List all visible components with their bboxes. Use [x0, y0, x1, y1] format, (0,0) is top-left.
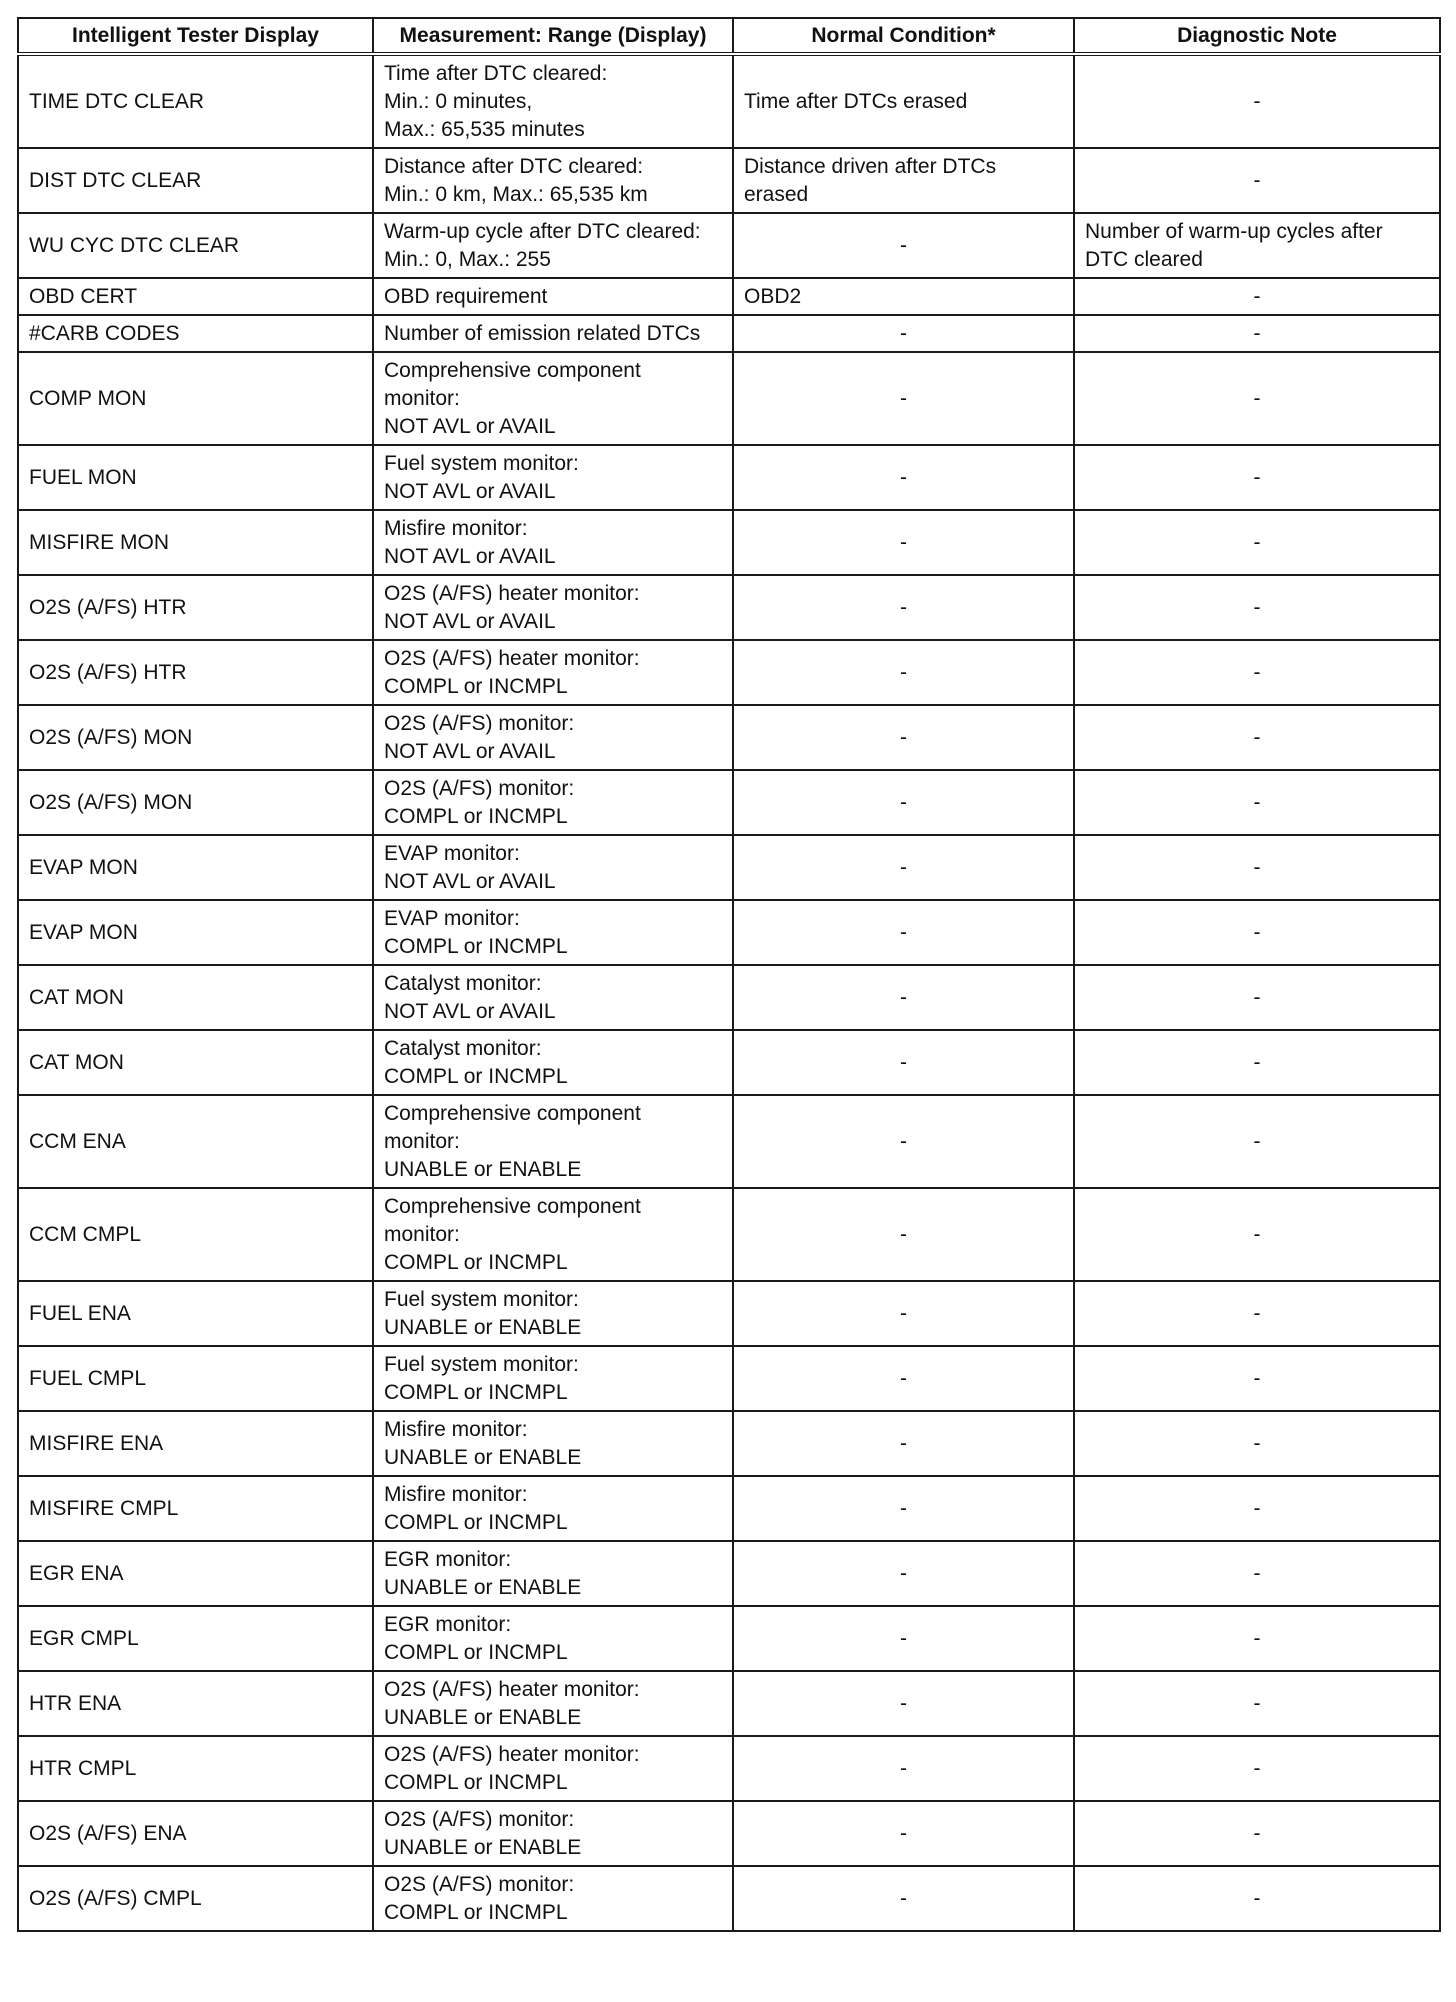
- cell-diagnostic-note: -: [1074, 1736, 1440, 1801]
- cell-tester-display: O2S (A/FS) HTR: [18, 640, 373, 705]
- cell-diagnostic-note: -: [1074, 1606, 1440, 1671]
- table-header-row: [18, 18, 1440, 54]
- cell-diagnostic-note: -: [1074, 1188, 1440, 1281]
- header-normal-condition: Normal Condition*: [733, 18, 1074, 54]
- cell-measurement-range: Time after DTC cleared: Min.: 0 minutes, Max.: 65,535 minutes: [373, 54, 733, 148]
- cell-normal-condition: -: [733, 315, 1074, 352]
- table-row: [18, 1411, 1440, 1476]
- table-row: [18, 1188, 1440, 1281]
- cell-normal-condition: -: [733, 1801, 1074, 1866]
- table-row: [18, 835, 1440, 900]
- cell-measurement-range: Misfire monitor: COMPL or INCMPL: [373, 1476, 733, 1541]
- table-body: [18, 54, 1440, 1931]
- table-row: [18, 1606, 1440, 1671]
- cell-normal-condition: Distance driven after DTCs erased: [733, 148, 1074, 213]
- cell-measurement-range: EGR monitor: COMPL or INCMPL: [373, 1606, 733, 1671]
- table-row: [18, 1671, 1440, 1736]
- header-tester-display: Intelligent Tester Display: [18, 18, 373, 54]
- cell-normal-condition: -: [733, 640, 1074, 705]
- cell-normal-condition: -: [733, 1095, 1074, 1188]
- table-row: [18, 315, 1440, 352]
- cell-tester-display: CAT MON: [18, 965, 373, 1030]
- cell-diagnostic-note: -: [1074, 1671, 1440, 1736]
- cell-diagnostic-note: -: [1074, 148, 1440, 213]
- cell-normal-condition: -: [733, 705, 1074, 770]
- cell-diagnostic-note: -: [1074, 1281, 1440, 1346]
- cell-tester-display: O2S (A/FS) ENA: [18, 1801, 373, 1866]
- cell-tester-display: EGR CMPL: [18, 1606, 373, 1671]
- cell-tester-display: DIST DTC CLEAR: [18, 148, 373, 213]
- table-row: [18, 1541, 1440, 1606]
- cell-normal-condition: -: [733, 1866, 1074, 1931]
- table-row: [18, 1346, 1440, 1411]
- cell-diagnostic-note: -: [1074, 352, 1440, 445]
- table-row: [18, 54, 1440, 148]
- cell-tester-display: FUEL ENA: [18, 1281, 373, 1346]
- table-row: [18, 575, 1440, 640]
- table-row: [18, 148, 1440, 213]
- cell-tester-display: FUEL MON: [18, 445, 373, 510]
- table-row: [18, 770, 1440, 835]
- cell-normal-condition: -: [733, 770, 1074, 835]
- cell-normal-condition: -: [733, 1736, 1074, 1801]
- cell-tester-display: O2S (A/FS) HTR: [18, 575, 373, 640]
- cell-measurement-range: Comprehensive component monitor: UNABLE or ENABLE: [373, 1095, 733, 1188]
- cell-diagnostic-note: -: [1074, 835, 1440, 900]
- cell-diagnostic-note: -: [1074, 1411, 1440, 1476]
- cell-diagnostic-note: -: [1074, 278, 1440, 315]
- table-row: [18, 1866, 1440, 1931]
- table-row: [18, 510, 1440, 575]
- cell-measurement-range: O2S (A/FS) monitor: NOT AVL or AVAIL: [373, 705, 733, 770]
- header-measurement-range: Measurement: Range (Display): [373, 18, 733, 54]
- cell-tester-display: O2S (A/FS) MON: [18, 705, 373, 770]
- cell-normal-condition: -: [733, 965, 1074, 1030]
- cell-normal-condition: -: [733, 1606, 1074, 1671]
- cell-measurement-range: Misfire monitor: UNABLE or ENABLE: [373, 1411, 733, 1476]
- cell-diagnostic-note: -: [1074, 900, 1440, 965]
- table-row: [18, 1281, 1440, 1346]
- cell-tester-display: TIME DTC CLEAR: [18, 54, 373, 148]
- cell-measurement-range: Number of emission related DTCs: [373, 315, 733, 352]
- cell-tester-display: O2S (A/FS) CMPL: [18, 1866, 373, 1931]
- cell-diagnostic-note: -: [1074, 315, 1440, 352]
- cell-normal-condition: -: [733, 445, 1074, 510]
- table-row: [18, 900, 1440, 965]
- cell-normal-condition: -: [733, 352, 1074, 445]
- cell-measurement-range: EGR monitor: UNABLE or ENABLE: [373, 1541, 733, 1606]
- cell-measurement-range: O2S (A/FS) heater monitor: COMPL or INCMPL: [373, 640, 733, 705]
- cell-measurement-range: O2S (A/FS) heater monitor: UNABLE or ENABLE: [373, 1671, 733, 1736]
- cell-tester-display: EGR ENA: [18, 1541, 373, 1606]
- cell-tester-display: #CARB CODES: [18, 315, 373, 352]
- cell-tester-display: EVAP MON: [18, 900, 373, 965]
- cell-diagnostic-note: -: [1074, 510, 1440, 575]
- cell-measurement-range: EVAP monitor: NOT AVL or AVAIL: [373, 835, 733, 900]
- table-row: [18, 705, 1440, 770]
- header-diagnostic-note: Diagnostic Note: [1074, 18, 1440, 54]
- tester-data-table: [17, 17, 1441, 1932]
- cell-normal-condition: -: [733, 1671, 1074, 1736]
- cell-normal-condition: -: [733, 1346, 1074, 1411]
- cell-tester-display: HTR ENA: [18, 1671, 373, 1736]
- cell-diagnostic-note: -: [1074, 705, 1440, 770]
- table-row: [18, 352, 1440, 445]
- cell-tester-display: OBD CERT: [18, 278, 373, 315]
- cell-normal-condition: -: [733, 835, 1074, 900]
- cell-tester-display: CCM ENA: [18, 1095, 373, 1188]
- cell-normal-condition: -: [733, 1030, 1074, 1095]
- table-row: [18, 213, 1440, 278]
- cell-tester-display: EVAP MON: [18, 835, 373, 900]
- cell-tester-display: MISFIRE CMPL: [18, 1476, 373, 1541]
- table-row: [18, 1030, 1440, 1095]
- cell-measurement-range: O2S (A/FS) monitor: UNABLE or ENABLE: [373, 1801, 733, 1866]
- cell-diagnostic-note: -: [1074, 770, 1440, 835]
- table-row: [18, 445, 1440, 510]
- cell-measurement-range: OBD requirement: [373, 278, 733, 315]
- cell-diagnostic-note: -: [1074, 1866, 1440, 1931]
- cell-normal-condition: -: [733, 1411, 1074, 1476]
- cell-diagnostic-note: -: [1074, 1030, 1440, 1095]
- cell-normal-condition: -: [733, 213, 1074, 278]
- cell-measurement-range: O2S (A/FS) monitor: COMPL or INCMPL: [373, 770, 733, 835]
- cell-normal-condition: -: [733, 1188, 1074, 1281]
- cell-normal-condition: -: [733, 1476, 1074, 1541]
- cell-diagnostic-note: -: [1074, 1095, 1440, 1188]
- cell-diagnostic-note: -: [1074, 1476, 1440, 1541]
- cell-measurement-range: Distance after DTC cleared: Min.: 0 km, Max.: 65,535 km: [373, 148, 733, 213]
- cell-measurement-range: Misfire monitor: NOT AVL or AVAIL: [373, 510, 733, 575]
- cell-measurement-range: Fuel system monitor: UNABLE or ENABLE: [373, 1281, 733, 1346]
- cell-normal-condition: -: [733, 510, 1074, 575]
- table-row: [18, 965, 1440, 1030]
- cell-measurement-range: O2S (A/FS) monitor: COMPL or INCMPL: [373, 1866, 733, 1931]
- cell-diagnostic-note: -: [1074, 1541, 1440, 1606]
- cell-tester-display: CAT MON: [18, 1030, 373, 1095]
- cell-diagnostic-note: -: [1074, 1801, 1440, 1866]
- cell-diagnostic-note: -: [1074, 54, 1440, 148]
- cell-tester-display: WU CYC DTC CLEAR: [18, 213, 373, 278]
- table-row: [18, 1801, 1440, 1866]
- cell-tester-display: CCM CMPL: [18, 1188, 373, 1281]
- cell-tester-display: HTR CMPL: [18, 1736, 373, 1801]
- cell-measurement-range: Comprehensive component monitor: COMPL or INCMPL: [373, 1188, 733, 1281]
- cell-normal-condition: -: [733, 575, 1074, 640]
- cell-measurement-range: O2S (A/FS) heater monitor: NOT AVL or AVAIL: [373, 575, 733, 640]
- cell-diagnostic-note: -: [1074, 1346, 1440, 1411]
- cell-measurement-range: Fuel system monitor: COMPL or INCMPL: [373, 1346, 733, 1411]
- cell-measurement-range: Warm-up cycle after DTC cleared: Min.: 0, Max.: 255: [373, 213, 733, 278]
- cell-measurement-range: Catalyst monitor: COMPL or INCMPL: [373, 1030, 733, 1095]
- cell-measurement-range: EVAP monitor: COMPL or INCMPL: [373, 900, 733, 965]
- cell-measurement-range: O2S (A/FS) heater monitor: COMPL or INCMPL: [373, 1736, 733, 1801]
- cell-measurement-range: Comprehensive component monitor: NOT AVL or AVAIL: [373, 352, 733, 445]
- cell-measurement-range: Catalyst monitor: NOT AVL or AVAIL: [373, 965, 733, 1030]
- table-row: [18, 640, 1440, 705]
- cell-normal-condition: -: [733, 900, 1074, 965]
- cell-diagnostic-note: -: [1074, 965, 1440, 1030]
- cell-tester-display: FUEL CMPL: [18, 1346, 373, 1411]
- table-row: [18, 1736, 1440, 1801]
- cell-normal-condition: OBD2: [733, 278, 1074, 315]
- table-row: [18, 1476, 1440, 1541]
- table-row: [18, 1095, 1440, 1188]
- cell-diagnostic-note: Number of warm-up cycles after DTC cleared: [1074, 213, 1440, 278]
- cell-normal-condition: -: [733, 1541, 1074, 1606]
- cell-diagnostic-note: -: [1074, 445, 1440, 510]
- cell-tester-display: COMP MON: [18, 352, 373, 445]
- cell-normal-condition: Time after DTCs erased: [733, 54, 1074, 148]
- cell-measurement-range: Fuel system monitor: NOT AVL or AVAIL: [373, 445, 733, 510]
- cell-tester-display: O2S (A/FS) MON: [18, 770, 373, 835]
- table-row: [18, 278, 1440, 315]
- cell-diagnostic-note: -: [1074, 640, 1440, 705]
- cell-tester-display: MISFIRE ENA: [18, 1411, 373, 1476]
- cell-diagnostic-note: -: [1074, 575, 1440, 640]
- cell-tester-display: MISFIRE MON: [18, 510, 373, 575]
- cell-normal-condition: -: [733, 1281, 1074, 1346]
